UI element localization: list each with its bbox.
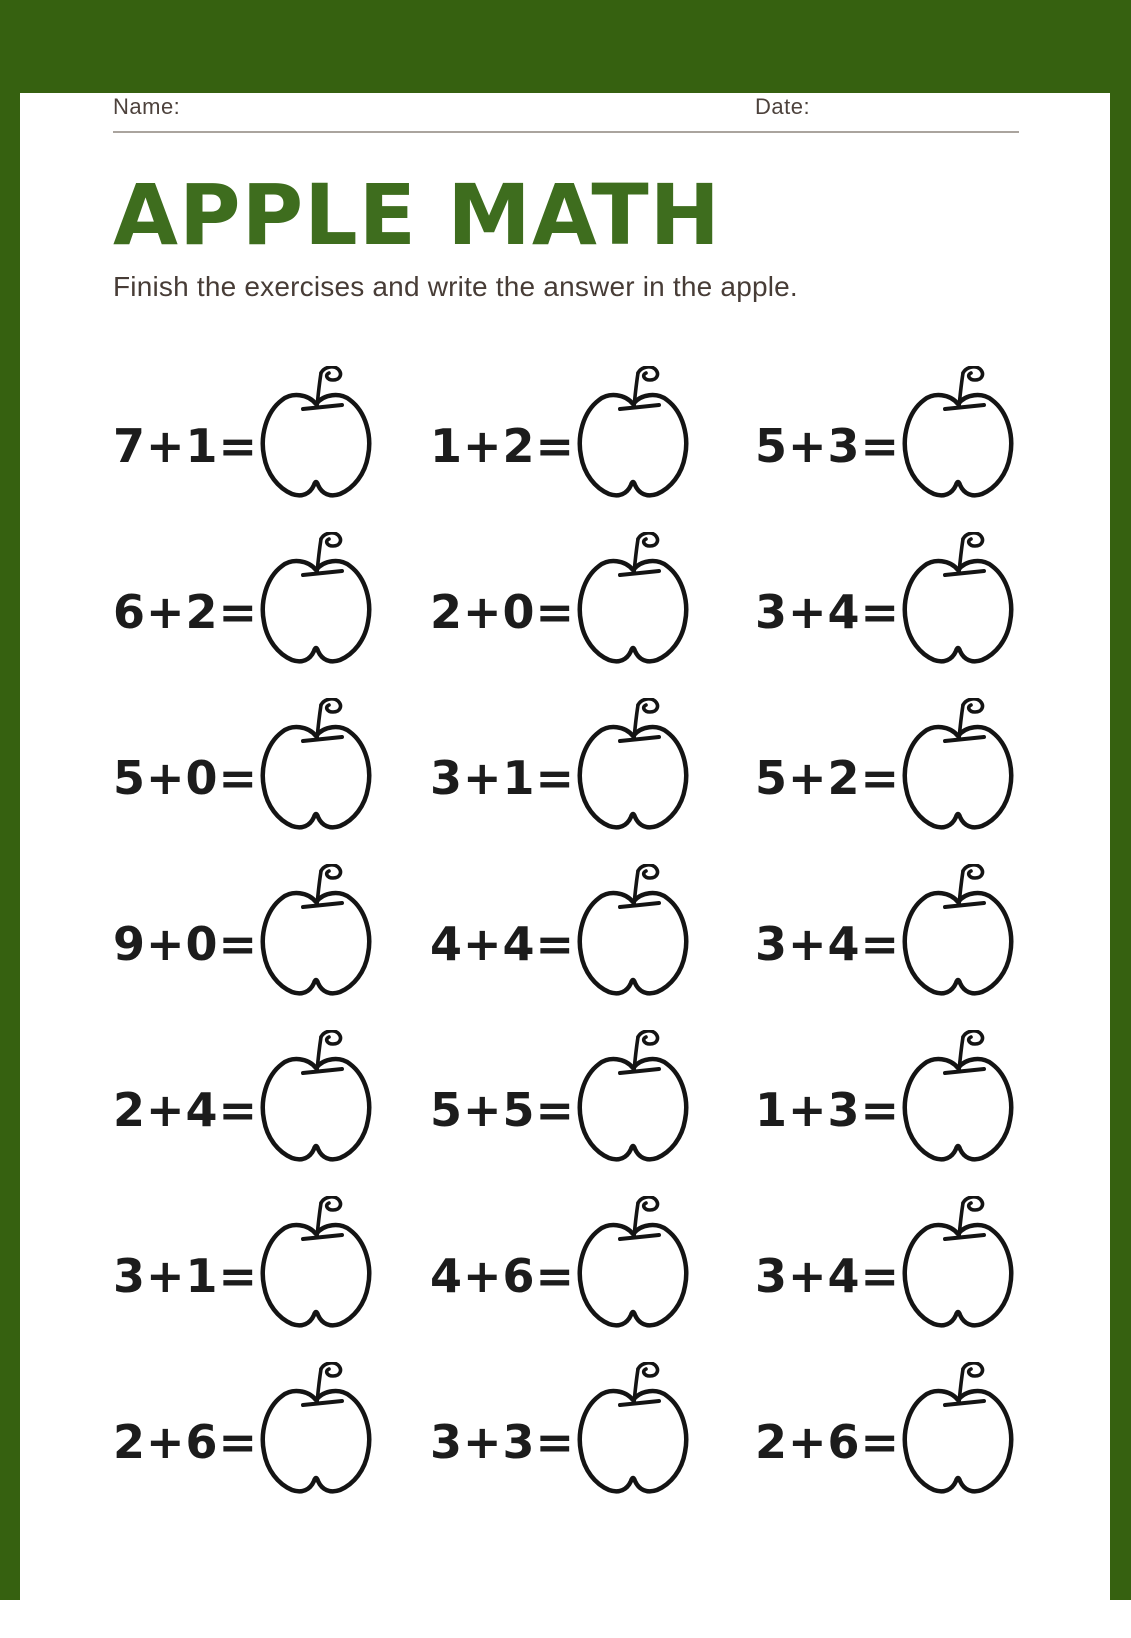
- problem-label: 5+0=: [113, 750, 259, 805]
- apple-outline-icon: [900, 864, 1022, 996]
- problem-cell: [113, 515, 430, 681]
- problem-label: 1+3=: [755, 1082, 901, 1137]
- problem-label: 1+2=: [430, 418, 576, 473]
- problem-label: 9+0=: [113, 916, 259, 971]
- problem-cell: [430, 681, 755, 847]
- problem-cell: [113, 847, 430, 1013]
- problem-label: 3+4=: [755, 584, 901, 639]
- apple-outline-icon: [258, 366, 380, 498]
- problem-cell: [430, 515, 755, 681]
- problem-grid: [113, 349, 1019, 1511]
- apple-outline-icon: [258, 1030, 380, 1162]
- problem-label: 7+1=: [113, 418, 259, 473]
- problem-cell: [113, 1345, 430, 1511]
- apple-outline-icon: [258, 698, 380, 830]
- apple-outline-icon: [900, 1030, 1022, 1162]
- problem-cell: [430, 1345, 755, 1511]
- apple-outline-icon: [258, 864, 380, 996]
- problem-cell: [755, 681, 1019, 847]
- problem-label: 3+1=: [430, 750, 576, 805]
- apple-outline-icon: [900, 698, 1022, 830]
- apple-outline-icon: [900, 1362, 1022, 1494]
- apple-outline-icon: [900, 532, 1022, 664]
- problem-label: 2+6=: [755, 1414, 901, 1469]
- problem-label: 5+5=: [430, 1082, 576, 1137]
- apple-outline-icon: [575, 1030, 697, 1162]
- problem-label: 4+4=: [430, 916, 576, 971]
- problem-label: 2+0=: [430, 584, 576, 639]
- problem-label: 3+1=: [113, 1248, 259, 1303]
- problem-label: 5+3=: [755, 418, 901, 473]
- apple-outline-icon: [575, 532, 697, 664]
- problem-cell: [430, 1179, 755, 1345]
- problem-cell: [430, 349, 755, 515]
- problem-label: 2+6=: [113, 1414, 259, 1469]
- problem-cell: [755, 349, 1019, 515]
- problem-cell: [755, 1345, 1019, 1511]
- name-label: Name:: [113, 94, 181, 119]
- problem-cell: [113, 1179, 430, 1345]
- apple-outline-icon: [900, 1196, 1022, 1328]
- apple-outline-icon: [258, 532, 380, 664]
- apple-outline-icon: [575, 698, 697, 830]
- apple-outline-icon: [575, 1196, 697, 1328]
- problem-cell: [113, 681, 430, 847]
- page-title: APPLE MATH: [113, 165, 721, 264]
- problem-cell: [113, 349, 430, 515]
- problem-label: 3+4=: [755, 1248, 901, 1303]
- problem-label: 3+3=: [430, 1414, 576, 1469]
- apple-outline-icon: [900, 366, 1022, 498]
- instructions-text: Finish the exercises and write the answer in the apple.: [113, 270, 798, 302]
- problem-cell: [430, 847, 755, 1013]
- apple-outline-icon: [258, 1362, 380, 1494]
- problem-cell: [430, 1013, 755, 1179]
- problem-cell: [113, 1013, 430, 1179]
- date-label: Date:: [755, 94, 811, 119]
- apple-outline-icon: [575, 864, 697, 996]
- problem-label: 5+2=: [755, 750, 901, 805]
- problem-label: 4+6=: [430, 1248, 576, 1303]
- problem-label: 2+4=: [113, 1082, 259, 1137]
- problem-cell: [755, 1013, 1019, 1179]
- problem-cell: [755, 847, 1019, 1013]
- problem-label: 3+4=: [755, 916, 901, 971]
- problem-cell: [755, 1179, 1019, 1345]
- worksheet-page: [20, 93, 1110, 1638]
- problem-cell: [755, 515, 1019, 681]
- apple-outline-icon: [575, 1362, 697, 1494]
- apple-outline-icon: [575, 366, 697, 498]
- name-date-header: [113, 93, 1019, 133]
- problem-label: 6+2=: [113, 584, 259, 639]
- apple-outline-icon: [258, 1196, 380, 1328]
